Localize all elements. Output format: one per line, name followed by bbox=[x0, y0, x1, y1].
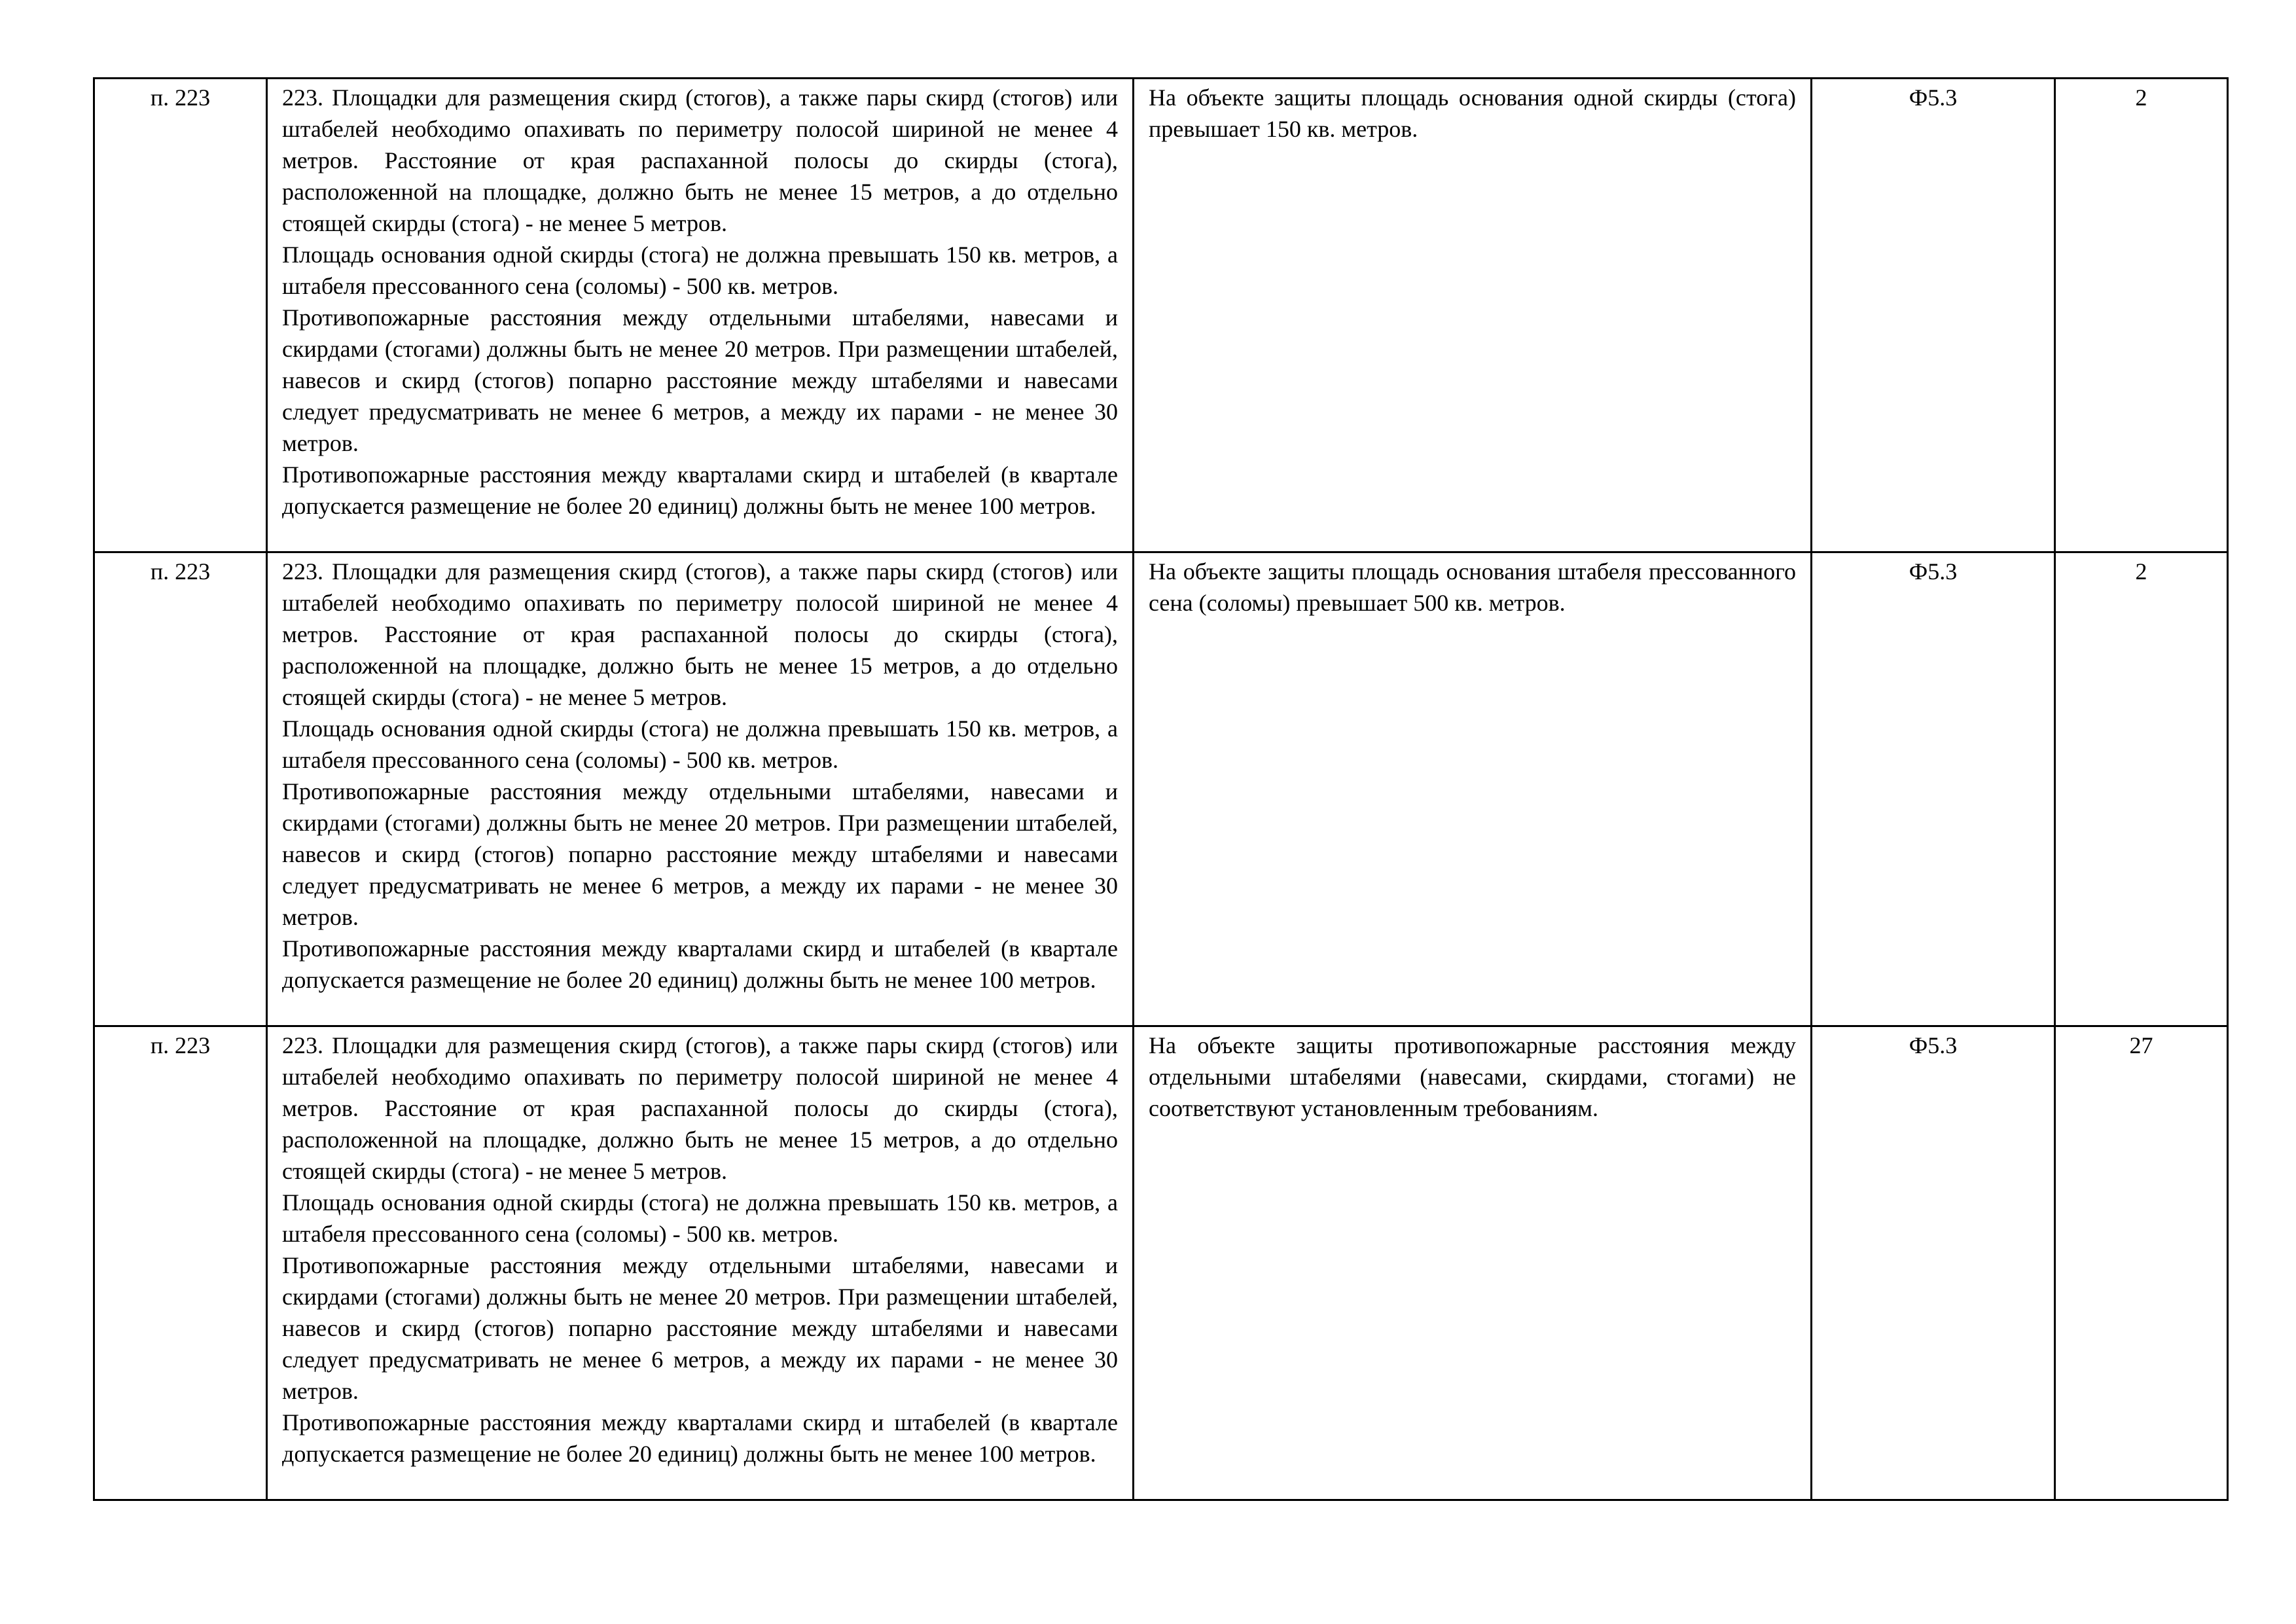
code-cell: Ф5.3 bbox=[1812, 552, 2055, 1026]
count-cell: 27 bbox=[2055, 1026, 2228, 1500]
requirement-paragraph: Площадь основания одной скирды (стога) не должна превышать 150 кв. метров, а штабеля прессованного сена (соломы) - 500 кв. метров. bbox=[282, 242, 1118, 299]
table-row bbox=[94, 79, 2228, 552]
requirement-paragraph: Противопожарные расстояния между кварталами скирд и штабелей (в квартале допускается размещение не более 20 единиц) должны быть не менее 100 метров. bbox=[282, 935, 1118, 993]
requirement-paragraph: Противопожарные расстояния между отдельными штабелями, навесами и скирдами (стогами) должны быть не менее 20 метров. При размещении штабелей, навесов и скирд (стогов) попарно расстояние между штабелями и навесами следует предусматривать не менее 6 метров, а между их парами - не менее 30 метров. bbox=[282, 1252, 1118, 1404]
requirement-cell bbox=[267, 1026, 1134, 1500]
table-row bbox=[94, 1026, 2228, 1500]
requirement-cell bbox=[267, 79, 1134, 552]
requirement-paragraph: 223. Площадки для размещения скирд (стогов), а также пары скирд (стогов) или штабелей необходимо опахивать по периметру полосой шириной не менее 4 метров. Расстояние от края распаханной полосы до скирды (стога), расположенной на площадке, должно быть не менее 15 метров, а до отдельно стоящей скирды (стога) - не менее 5 метров. bbox=[282, 558, 1118, 710]
count-cell: 2 bbox=[2055, 79, 2228, 552]
requirement-paragraph: Противопожарные расстояния между отдельными штабелями, навесами и скирдами (стогами) должны быть не менее 20 метров. При размещении штабелей, навесов и скирд (стогов) попарно расстояние между штабелями и навесами следует предусматривать не менее 6 метров, а между их парами - не менее 30 метров. bbox=[282, 778, 1118, 930]
requirement-paragraph: Противопожарные расстояния между отдельными штабелями, навесами и скирдами (стогами) должны быть не менее 20 метров. При размещении штабелей, навесов и скирд (стогов) попарно расстояние между штабелями и навесами следует предусматривать не менее 6 метров, а между их парами - не менее 30 метров. bbox=[282, 304, 1118, 456]
requirement-paragraph: 223. Площадки для размещения скирд (стогов), а также пары скирд (стогов) или штабелей необходимо опахивать по периметру полосой шириной не менее 4 метров. Расстояние от края распаханной полосы до скирды (стога), расположенной на площадке, должно быть не менее 15 метров, а до отдельно стоящей скирды (стога) - не менее 5 метров. bbox=[282, 84, 1118, 236]
reference-cell: п. 223 bbox=[94, 552, 267, 1026]
reference-cell: п. 223 bbox=[94, 79, 267, 552]
requirement-paragraph: 223. Площадки для размещения скирд (стогов), а также пары скирд (стогов) или штабелей необходимо опахивать по периметру полосой шириной не менее 4 метров. Расстояние от края распаханной полосы до скирды (стога), расположенной на площадке, должно быть не менее 15 метров, а до отдельно стоящей скирды (стога) - не менее 5 метров. bbox=[282, 1032, 1118, 1184]
requirement-paragraph: Площадь основания одной скирды (стога) не должна превышать 150 кв. метров, а штабеля прессованного сена (соломы) - 500 кв. метров. bbox=[282, 1189, 1118, 1247]
violation-cell: На объекте защиты площадь основания одной скирды (стога) превышает 150 кв. метров. bbox=[1134, 79, 1812, 552]
violation-cell: На объекте защиты площадь основания штабеля прессованного сена (соломы) превышает 500 кв. метров. bbox=[1134, 552, 1812, 1026]
requirement-paragraph: Противопожарные расстояния между кварталами скирд и штабелей (в квартале допускается размещение не более 20 единиц) должны быть не менее 100 метров. bbox=[282, 1409, 1118, 1467]
requirement-paragraph: Противопожарные расстояния между кварталами скирд и штабелей (в квартале допускается размещение не более 20 единиц) должны быть не менее 100 метров. bbox=[282, 461, 1118, 519]
table-row bbox=[94, 552, 2228, 1026]
reference-cell: п. 223 bbox=[94, 1026, 267, 1500]
requirement-cell bbox=[267, 552, 1134, 1026]
requirement-paragraph: Площадь основания одной скирды (стога) не должна превышать 150 кв. метров, а штабеля прессованного сена (соломы) - 500 кв. метров. bbox=[282, 715, 1118, 773]
code-cell: Ф5.3 bbox=[1812, 79, 2055, 552]
requirements-table bbox=[93, 77, 2229, 1501]
count-cell: 2 bbox=[2055, 552, 2228, 1026]
violation-cell: На объекте защиты противопожарные расстояния между отдельными штабелями (навесами, скирдами, стогами) не соответствуют установленным требованиям. bbox=[1134, 1026, 1812, 1500]
code-cell: Ф5.3 bbox=[1812, 1026, 2055, 1500]
